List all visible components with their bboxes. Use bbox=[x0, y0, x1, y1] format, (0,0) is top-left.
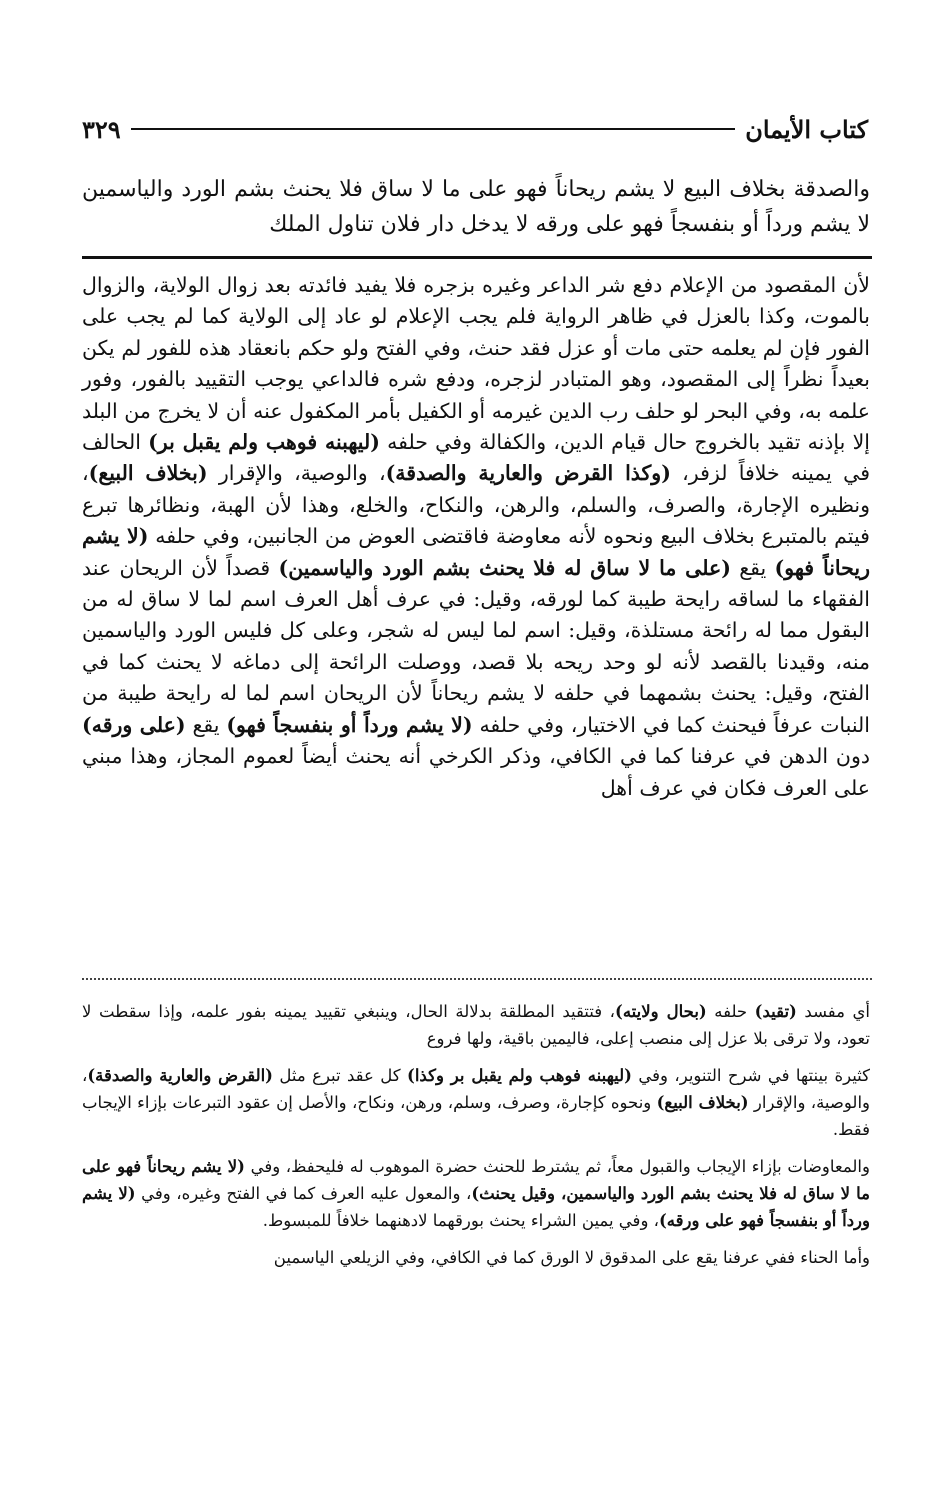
commentary-quote: (وكذا القرض والعارية والصدقة) bbox=[385, 461, 671, 486]
note-paragraph bbox=[82, 1153, 870, 1234]
main-text bbox=[82, 172, 870, 242]
main-text-content: والصدقة بخلاف البيع لا يشم ريحاناً فهو على ما لا ساق فلا يحنث بشم الورد والياسمين لا يشم ورداً أو بنفسجاً فهو على ورقه لا يدخل دار فلان تناول الملك bbox=[82, 177, 870, 237]
marginal-notes bbox=[82, 998, 870, 1281]
note-quote: (بحال ولايته) bbox=[615, 1002, 707, 1021]
note-segment: ، فتتقيد المطلقة بدلالة الحال، وينبغي تقييد يمينه بفور علمه، وإذا سقطت لا تعود، ولا ترقى بلا عزل إلى منصب إعلى، فاليمين باقية، ولها فروع bbox=[82, 1002, 870, 1048]
footnote-divider bbox=[82, 978, 872, 980]
note-segment: أي مفسد bbox=[804, 1002, 871, 1021]
note-paragraph bbox=[82, 1062, 870, 1143]
note-segment: حلفه bbox=[714, 1002, 748, 1021]
commentary-quote: (لا يشم ريحاناً فهو) bbox=[82, 524, 870, 580]
commentary-text bbox=[82, 270, 870, 804]
commentary-segment: دون الدهن في عرفنا كما في الكافي، وذكر الكرخي أنه يحنث أيضاً لعموم المجاز، وهذا مبني على العرف فكان في عرف أهل bbox=[82, 744, 870, 800]
commentary-segment: يقع bbox=[739, 555, 767, 580]
note-quote: (لا يشم ورداً أو بنفسجاً فهو على ورقه) bbox=[82, 1184, 870, 1230]
note-quote: (تقيد) bbox=[754, 1002, 797, 1021]
commentary-quote: (على ما لا ساق له فلا يحنث بشم الورد والياسمين) bbox=[278, 555, 731, 580]
note-segment: ، والوصية، والإقرار bbox=[82, 1066, 871, 1112]
commentary-quote: (لا يشم ورداً أو بنفسجاً فهو) bbox=[226, 712, 473, 737]
note-segment: والمعاوضات بإزاء الإيجاب والقبول معاً، ثم يشترط للحنث حضرة الموهوب له فليحفظ، وفي bbox=[250, 1157, 870, 1176]
note-paragraph bbox=[82, 1244, 870, 1271]
note-segment: ، وفي يمين الشراء يحنث بورقهما لادهنهما خلافاً للمبسوط. bbox=[262, 1211, 659, 1230]
commentary-segment: ، ونظيره الإجارة، والصرف، والسلم، والرهن، والنكاح، والخلع، وهذا لأن الهبة، ونظائرها تبرع فيتم بالمتبرع بخلاف البيع ونحوه لأنه معاوضة فاقتضى العوض من الجانبين، وفي حلفه bbox=[82, 461, 870, 549]
header-rule bbox=[131, 128, 736, 130]
note-quote: (لا يشم ريحاناً فهو على ما لا ساق له فلا يحنث بشم الورد والياسمين، وقيل يحنث) bbox=[82, 1157, 870, 1203]
note-segment: وأما الحناء ففي عرفنا يقع على المدقوق لا الورق كما في الكافي، وفي الزيلعي الياسمين bbox=[273, 1248, 870, 1267]
page-number: ٣٢٩ bbox=[82, 114, 121, 144]
note-quote: (القرض والعارية والصدقة) bbox=[87, 1066, 273, 1085]
commentary-segment: قصداً لأن الريحان عند الفقهاء ما لساقه رايحة طيبة كما لورقه، وقيل: في عرف أهل العرف اسم لما لا ساق له من البقول مما له رائحة مستلذة، وقيل: اسم لما ليس له شجر، وعلى كل فليس الورد والياسمين منه، وقيدنا بالقصد لأنه لو وحد ريحه بلا قصد، ووصلت الرائحة إلى دماغه لا يحنث كما في الفتح، وقيل: يحنث بشمهما في حلفه لا يشم ريحاناً لأن الريحان اسم لما له رايحة طيبة من النبات عرفاً فيحنث كما في الاختيار، وفي حلفه bbox=[82, 555, 870, 737]
note-segment: ونحوه كإجارة، وصرف، وسلم، ورهن، ونكاح، والأصل إن عقود التبرعات بإزاء الإيجاب فقط. bbox=[82, 1093, 870, 1139]
commentary-segment: ، والوصية، والإقرار bbox=[218, 461, 386, 486]
matn-divider bbox=[82, 256, 872, 259]
note-quote: (بخلاف البيع) bbox=[656, 1093, 749, 1112]
note-segment: ، والمعول عليه العرف كما في الفتح وغيره، وفي bbox=[141, 1184, 472, 1203]
commentary-segment: يقع bbox=[192, 712, 220, 737]
commentary-quote: (بخلاف البيع) bbox=[88, 461, 208, 486]
commentary-segment: الحالف في يمينه خلافاً لزفر، bbox=[82, 430, 870, 486]
commentary-quote: (ليهبنه فوهب ولم يقبل بر) bbox=[148, 430, 380, 455]
running-header bbox=[82, 112, 868, 146]
chapter-title: كتاب الأيمان bbox=[745, 114, 868, 144]
note-segment: كل عقد تبرع مثل bbox=[279, 1066, 401, 1085]
commentary-segment: لأن المقصود من الإعلام دفع شر الداعر وغيره بزجره فلا يفيد فائدته بعد زوال الولاية، والزوال بالموت، وكذا بالعزل في ظاهر الرواية فلم يجب الإعلام لو عاد إلى الولاية كما لم يجب على الفور فإن لم يعلمه حتى مات أو عزل فقد حنث، وفي الفتح ولو حكم بانعقاد هذه للفور لم يكن بعيداً نظراً إلى المقصود، وهو المتبادر لزجره، ودفع شره فالداعي يوجب التقييد بالفور، وفور علمه به، وفي البحر لو حلف رب الدين غيرمه أو الكفيل بأمر المكفول عنه أن لا يخرج من البلد إلا بإذنه تقيد بالخروج حال قيام الدين، والكفالة وفي حلفه bbox=[82, 273, 870, 455]
commentary-quote: (على ورقه) bbox=[82, 712, 186, 737]
note-paragraph bbox=[82, 998, 870, 1052]
note-segment: كثيرة بينتها في شرح التنوير، وفي bbox=[638, 1066, 871, 1085]
note-quote: (ليهبنه فوهب ولم يقبل بر وكذا) bbox=[407, 1066, 632, 1085]
